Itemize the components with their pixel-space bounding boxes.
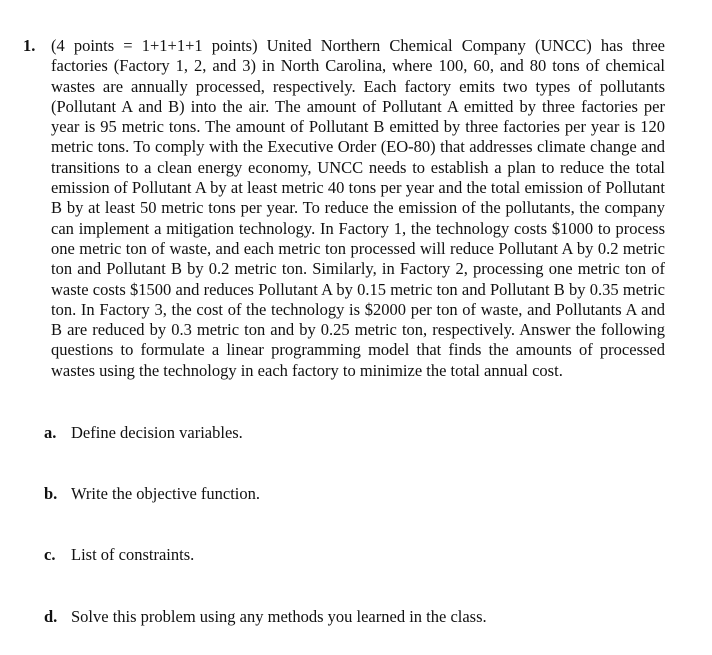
question-part-a bbox=[44, 423, 243, 443]
part-text: Define decision variables. bbox=[71, 423, 243, 442]
part-letter: b. bbox=[44, 484, 58, 503]
part-letter: a. bbox=[44, 423, 57, 442]
question-part-d bbox=[44, 607, 487, 627]
question-part-b bbox=[44, 484, 260, 504]
part-text: Solve this problem using any methods you learned in the class. bbox=[71, 607, 487, 626]
part-letter: d. bbox=[44, 607, 58, 626]
problem-1 bbox=[23, 36, 665, 381]
part-letter: c. bbox=[44, 545, 56, 564]
question-part-c bbox=[44, 545, 194, 565]
problem-statement: (4 points = 1+1+1+1 points) United Northern Chemical Company (UNCC) has three factories (Factory 1, 2, and 3) in North Carolina, where 100, 60, and 80 tons of chemical wastes are annually processed, respectively. Each factory emits two types of pollutants (Pollutant A and B) into the air. The amount of Pollutant A emitted by three factories per year is 95 metric tons. The amount of Pollutant B emitted by three factories per year is 120 metric tons. To comply with the Executive Order (EO-80) that addresses climate change and transitions to a clean energy economy, UNCC needs to establish a plan to reduce the total emission of Pollutant A by at least metric 40 tons per year and the total emission of Pollutant B by at least 50 metric tons per year. To reduce the emission of the pollutants, the company can implement a mitigation technology. In Factory 1, the technology costs $1000 to process one metric ton of waste, and each metric ton processed will reduce Pollutant A by 0.2 metric ton and Pollutant B by 0.2 metric ton. Similarly, in Factory 2, processing one metric ton of waste costs $1500 and reduces Pollutant A by 0.15 metric ton and Pollutant B by 0.35 metric ton. In Factory 3, the cost of the technology is $2000 per ton of waste, and Pollutants A and B are reduced by 0.3 metric ton and by 0.25 metric ton, respectively. Answer the following questions to formulate a linear programming model that finds the amounts of processed wastes using the technology in each factory to minimize the total annual cost. bbox=[51, 36, 665, 380]
part-text: Write the objective function. bbox=[71, 484, 261, 503]
part-text: List of constraints. bbox=[71, 545, 195, 564]
problem-number: 1. bbox=[23, 36, 36, 55]
